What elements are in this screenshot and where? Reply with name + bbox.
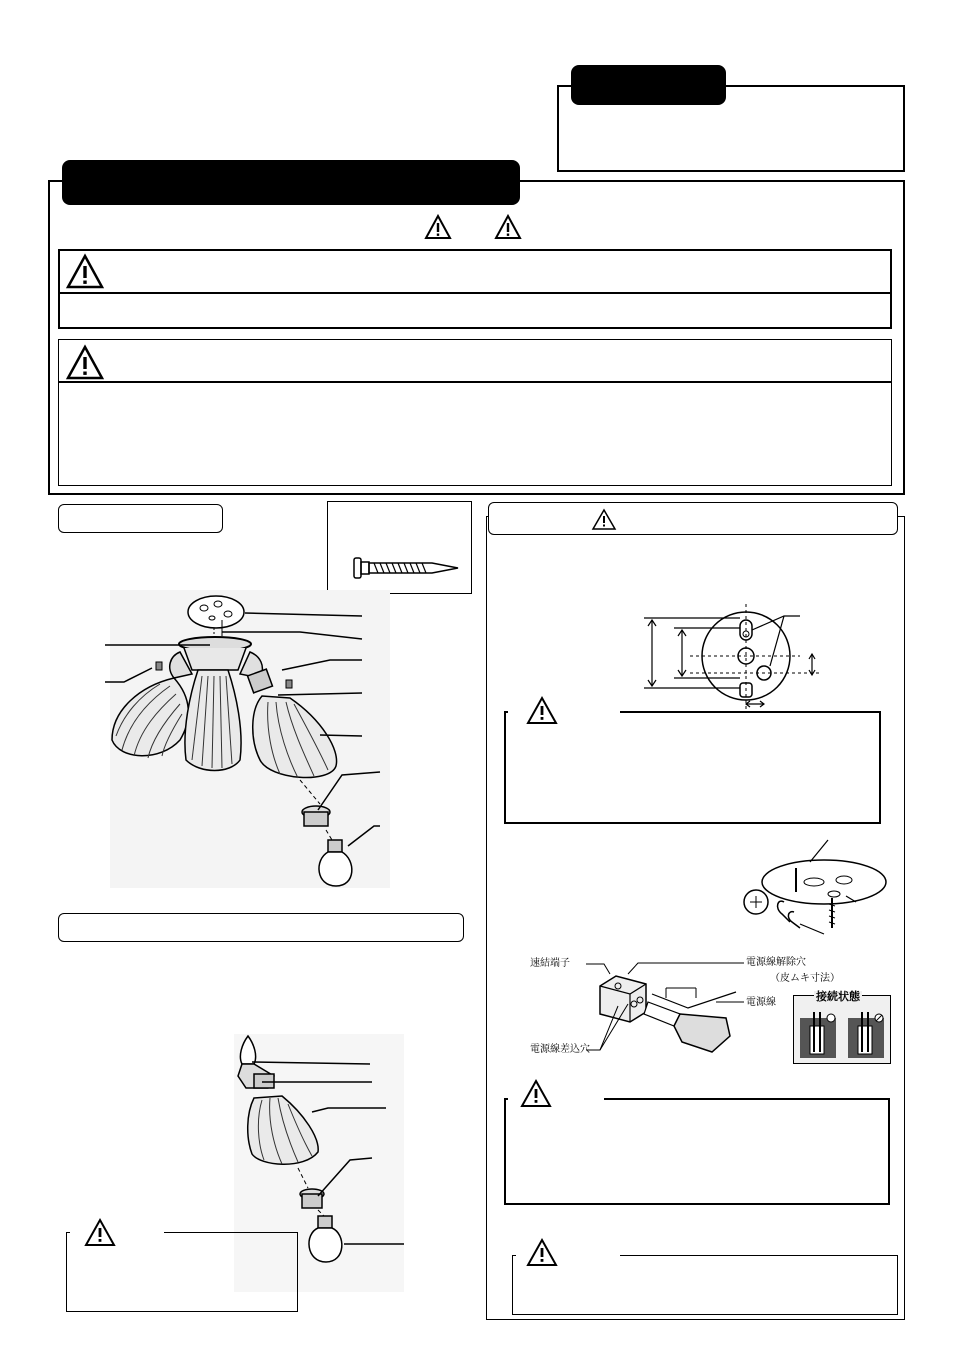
right-caution-box-2 — [504, 1098, 890, 1205]
insert-hole-label: 電源線差込穴 — [530, 1044, 590, 1055]
warning-triangle-icon — [526, 1238, 558, 1267]
strip-length-label: （皮ムキ寸法） — [770, 973, 840, 984]
power-wire-label: 電源線 — [746, 997, 776, 1008]
connection-state-diagram — [798, 1012, 888, 1062]
release-hole-label: 電源線解除穴 — [746, 957, 806, 968]
connection-state-label: 接続状態 — [816, 990, 860, 1003]
right-caution-box-3 — [512, 1255, 898, 1315]
warning-triangle-icon — [520, 1079, 552, 1108]
terminal-label: 速結端子 — [530, 958, 570, 969]
